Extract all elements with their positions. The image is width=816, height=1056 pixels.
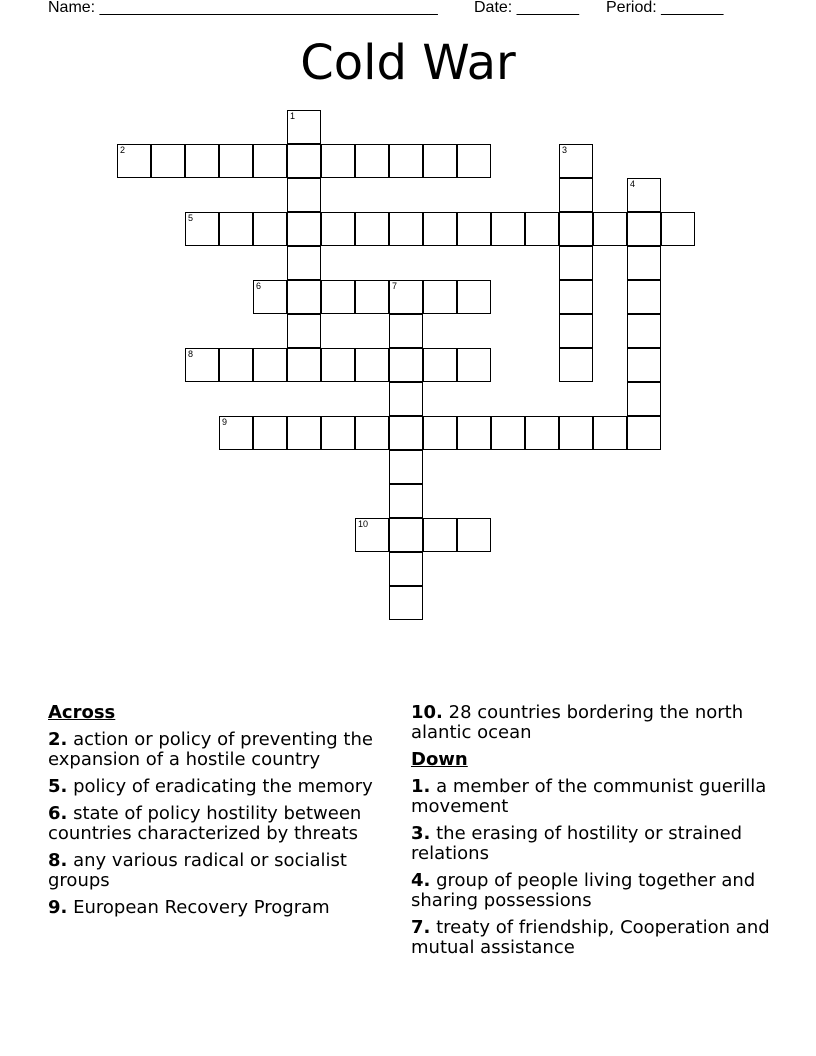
crossword-cell[interactable] — [457, 280, 491, 314]
clue-number: 6. — [48, 803, 68, 824]
cell-number: 1 — [290, 111, 296, 121]
crossword-cell[interactable] — [627, 280, 661, 314]
crossword-cell[interactable] — [151, 144, 185, 178]
crossword-cell[interactable] — [389, 212, 423, 246]
crossword-cell[interactable] — [253, 416, 287, 450]
crossword-cell[interactable] — [355, 518, 389, 552]
clue-number: 7. — [411, 917, 431, 938]
crossword-cell[interactable] — [559, 416, 593, 450]
crossword-cell[interactable] — [559, 144, 593, 178]
crossword-cell[interactable] — [423, 280, 457, 314]
period-field-label: Period: _______ — [606, 0, 724, 16]
crossword-cell[interactable] — [219, 212, 253, 246]
crossword-cell[interactable] — [423, 518, 457, 552]
crossword-cell[interactable] — [559, 178, 593, 212]
clue-across — [48, 777, 393, 797]
crossword-cell[interactable] — [321, 144, 355, 178]
crossword-cell[interactable] — [287, 314, 321, 348]
crossword-cell[interactable] — [253, 212, 287, 246]
crossword-cell[interactable] — [287, 280, 321, 314]
crossword-cell[interactable] — [525, 212, 559, 246]
crossword-cell[interactable] — [389, 144, 423, 178]
crossword-cell[interactable] — [287, 110, 321, 144]
cell-number: 2 — [120, 145, 126, 155]
crossword-cell[interactable] — [559, 348, 593, 382]
crossword-cell[interactable] — [457, 518, 491, 552]
cell-number: 7 — [392, 281, 398, 291]
crossword-cell[interactable] — [593, 416, 627, 450]
crossword-cell[interactable] — [389, 416, 423, 450]
crossword-cell[interactable] — [661, 212, 695, 246]
clues-column-left — [48, 703, 393, 925]
clue-text: group of people living together and sharing possessions — [411, 870, 756, 911]
clue-number: 10. — [411, 702, 443, 723]
crossword-cell[interactable] — [559, 246, 593, 280]
clue-text: the erasing of hostility or strained relations — [411, 823, 743, 864]
crossword-cell[interactable] — [559, 314, 593, 348]
crossword-cell[interactable] — [627, 416, 661, 450]
cell-number: 10 — [358, 519, 369, 529]
cell-number: 3 — [562, 145, 568, 155]
clue-down — [411, 871, 776, 911]
crossword-cell[interactable] — [287, 144, 321, 178]
clue-across — [411, 703, 776, 743]
crossword-cell[interactable] — [287, 212, 321, 246]
clue-text: state of policy hostility between countries characterized by threats — [48, 803, 362, 844]
clue-text: action or policy of preventing the expansion of a hostile country — [48, 729, 373, 770]
clue-number: 8. — [48, 850, 68, 871]
crossword-cell[interactable] — [389, 314, 423, 348]
crossword-cell[interactable] — [389, 450, 423, 484]
crossword-cell[interactable] — [321, 280, 355, 314]
crossword-cell[interactable] — [627, 314, 661, 348]
crossword-cell[interactable] — [355, 212, 389, 246]
clue-number: 3. — [411, 823, 431, 844]
clue-down — [411, 824, 776, 864]
clue-text: European Recovery Program — [73, 897, 330, 918]
clue-text: policy of eradicating the memory — [73, 776, 373, 797]
clue-text: treaty of friendship, Cooperation and mutual assistance — [411, 917, 770, 958]
crossword-cell[interactable] — [117, 144, 151, 178]
crossword-cell[interactable] — [253, 144, 287, 178]
crossword-cell[interactable] — [185, 348, 219, 382]
crossword-cell[interactable] — [287, 348, 321, 382]
clue-text: 28 countries bordering the north alantic ocean — [411, 702, 744, 743]
crossword-cell[interactable] — [253, 280, 287, 314]
crossword-cell[interactable] — [457, 212, 491, 246]
crossword-cell[interactable] — [491, 416, 525, 450]
clue-down — [411, 918, 776, 958]
crossword-cell[interactable] — [219, 144, 253, 178]
crossword-cell[interactable] — [389, 348, 423, 382]
cell-number: 9 — [222, 417, 228, 427]
clue-across — [48, 804, 393, 844]
crossword-cell[interactable] — [457, 144, 491, 178]
clue-text: a member of the communist guerilla movement — [411, 776, 767, 817]
crossword-cell[interactable] — [423, 144, 457, 178]
clue-number: 1. — [411, 776, 431, 797]
cell-number: 8 — [188, 349, 194, 359]
clue-number: 5. — [48, 776, 68, 797]
crossword-cell[interactable] — [321, 416, 355, 450]
crossword-cell[interactable] — [355, 280, 389, 314]
clue-number: 9. — [48, 897, 68, 918]
crossword-cell[interactable] — [559, 212, 593, 246]
crossword-cell[interactable] — [389, 586, 423, 620]
cell-number: 4 — [630, 179, 636, 189]
crossword-cell[interactable] — [423, 212, 457, 246]
date-field-label: Date: _______ — [474, 0, 579, 16]
crossword-cell[interactable] — [627, 212, 661, 246]
crossword-cell[interactable] — [355, 144, 389, 178]
crossword-cell[interactable] — [389, 518, 423, 552]
crossword-cell[interactable] — [627, 246, 661, 280]
crossword-cell[interactable] — [287, 416, 321, 450]
crossword-cell[interactable] — [423, 348, 457, 382]
crossword-cell[interactable] — [389, 484, 423, 518]
crossword-cell[interactable] — [219, 348, 253, 382]
crossword-cell[interactable] — [457, 348, 491, 382]
crossword-cell[interactable] — [389, 382, 423, 416]
crossword-cell[interactable] — [627, 382, 661, 416]
crossword-cell[interactable] — [287, 246, 321, 280]
across-heading: Across — [48, 702, 116, 723]
crossword-cell[interactable] — [457, 416, 491, 450]
crossword-cell[interactable] — [185, 212, 219, 246]
crossword-cell[interactable] — [287, 178, 321, 212]
crossword-cell[interactable] — [355, 416, 389, 450]
crossword-cell[interactable] — [185, 144, 219, 178]
clue-number: 2. — [48, 729, 68, 750]
crossword-cell[interactable] — [593, 212, 627, 246]
clue-text: any various radical or socialist groups — [48, 850, 347, 891]
crossword-cell[interactable] — [355, 348, 389, 382]
cell-number: 5 — [188, 213, 194, 223]
clue-down — [411, 777, 776, 817]
crossword-cell[interactable] — [627, 178, 661, 212]
crossword-cell[interactable] — [389, 552, 423, 586]
crossword-cell[interactable] — [253, 348, 287, 382]
crossword-cell[interactable] — [525, 416, 559, 450]
cell-number: 6 — [256, 281, 262, 291]
clue-across — [48, 730, 393, 770]
page-title: Cold War — [300, 35, 516, 91]
down-heading: Down — [411, 749, 468, 770]
crossword-cell[interactable] — [219, 416, 253, 450]
crossword-cell[interactable] — [321, 348, 355, 382]
crossword-cell[interactable] — [423, 416, 457, 450]
crossword-cell[interactable] — [321, 212, 355, 246]
crossword-cell[interactable] — [627, 348, 661, 382]
clue-number: 4. — [411, 870, 431, 891]
clues-column-right — [411, 703, 776, 965]
clue-across — [48, 898, 393, 918]
crossword-cell[interactable] — [559, 280, 593, 314]
clue-across — [48, 851, 393, 891]
name-field-label: Name: ______________________________________ — [48, 0, 438, 16]
crossword-cell[interactable] — [491, 212, 525, 246]
crossword-cell[interactable] — [389, 280, 423, 314]
